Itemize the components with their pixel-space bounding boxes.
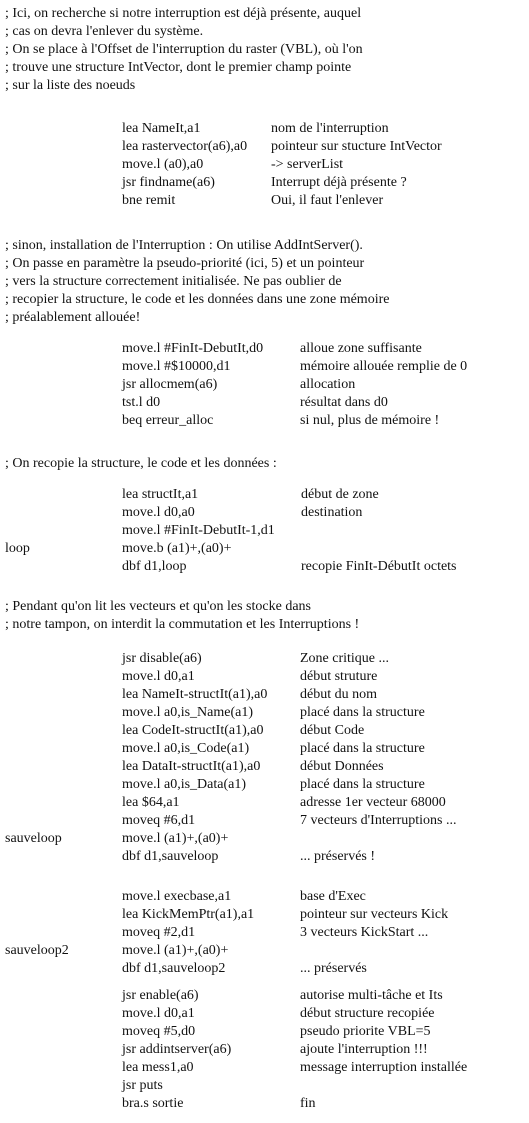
code-line [5,794,529,812]
code-comment: message interruption installée [300,1060,468,1075]
code-comment: 3 vecteurs KickStart ... [300,925,429,940]
code-block [5,120,529,210]
code-instruction: move.l (a1)+,(a0)+ [122,943,229,958]
code-comment: début Données [300,759,384,774]
code-comment: base d'Exec [300,889,366,904]
code-instruction: moveq #5,d0 [122,1024,196,1039]
code-line [5,486,529,504]
code-comment: début de zone [301,487,379,502]
code-comment: fin [300,1096,316,1111]
code-instruction: jsr puts [122,1078,163,1093]
code-line [5,1059,529,1077]
comment-line: ; notre tampon, on interdit la commutation et les Interruptions ! [5,617,360,632]
comment-line: ; recopier la structure, le code et les données dans une zone mémoire [5,292,390,307]
code-instruction: jsr addintserver(a6) [122,1042,232,1057]
code-instruction: moveq #2,d1 [122,925,196,940]
code-instruction: jsr disable(a6) [122,651,202,666]
code-comment: ajoute l'interruption !!! [300,1042,428,1057]
code-line [5,1077,529,1095]
code-comment: début Code [300,723,365,738]
code-line [5,722,529,740]
code-line [5,650,529,668]
code-line [5,668,529,686]
code-comment: recopie FinIt-DébutIt octets [301,559,457,574]
code-line [5,924,529,942]
code-line [5,888,529,906]
code-instruction: move.l (a1)+,(a0)+ [122,831,229,846]
code-comment: début du nom [300,687,377,702]
code-block [5,888,529,978]
code-instruction: move.l a0,is_Code(a1) [122,741,250,756]
comment-line: ; cas on devra l'enlever du système. [5,24,204,39]
code-line [5,960,529,978]
code-comment: placé dans la structure [300,777,425,792]
code-instruction: lea KickMemPtr(a1),a1 [122,907,255,922]
comment-line: ; On passe en paramètre la pseudo-priorité (ici, 5) et un pointeur [5,256,365,271]
code-instruction: lea NameIt,a1 [122,121,201,136]
comment-line: ; Ici, on recherche si notre interruption est déjà présente, auquel [5,6,362,21]
code-line [5,1041,529,1059]
code-line [5,848,529,866]
code-comment: nom de l'interruption [271,121,389,136]
comment-paragraph [5,455,525,473]
code-line [5,830,529,848]
code-comment: 7 vecteurs d'Interruptions ... [300,813,457,828]
code-instruction: lea CodeIt-structIt(a1),a0 [122,723,264,738]
code-label: sauveloop2 [5,943,69,958]
comment-line: ; vers la structure correctement initialisée. Ne pas oublier de [5,274,342,289]
code-comment: mémoire allouée remplie de 0 [300,359,468,374]
code-instruction: jsr enable(a6) [122,988,199,1003]
code-instruction: bne remit [122,193,176,208]
code-instruction: tst.l d0 [122,395,161,410]
code-line [5,704,529,722]
code-instruction: move.l d0,a0 [122,505,195,520]
comment-line: ; On recopie la structure, le code et les données : [5,456,277,471]
code-comment: autorise multi-tâche et Its [300,988,443,1003]
code-instruction: move.l a0,is_Name(a1) [122,705,254,720]
code-label: sauveloop [5,831,62,846]
code-instruction: move.l (a0),a0 [122,157,204,172]
code-line [5,358,529,376]
code-line [5,522,529,540]
comment-paragraph [5,237,525,327]
code-comment: adresse 1er vecteur 68000 [300,795,446,810]
code-instruction: move.l execbase,a1 [122,889,232,904]
code-line [5,504,529,522]
code-instruction: dbf d1,sauveloop2 [122,961,226,976]
code-block [5,987,529,1113]
comment-paragraph [5,598,525,634]
code-line [5,174,529,192]
comment-line: ; préalablement allouée! [5,310,141,325]
code-comment: pointeur sur vecteurs Kick [300,907,449,922]
code-instruction: dbf d1,sauveloop [122,849,219,864]
code-comment: pointeur sur stucture IntVector [271,139,442,154]
code-comment: -> serverList [271,157,344,172]
comment-line: ; On se place à l'Offset de l'interruption du raster (VBL), où l'on [5,42,363,57]
code-comment: début structure recopiée [300,1006,435,1021]
code-instruction: move.l d0,a1 [122,669,195,684]
code-instruction: move.l #FinIt-DebutIt,d0 [122,341,264,356]
code-comment: résultat dans d0 [300,395,388,410]
code-line [5,1095,529,1113]
code-instruction: move.b (a1)+,(a0)+ [122,541,232,556]
code-comment: allocation [300,377,356,392]
code-instruction: jsr findname(a6) [122,175,215,190]
code-instruction: bra.s sortie [122,1096,184,1111]
comment-line: ; sinon, installation de l'Interruption : On utilise AddIntServer(). [5,238,363,253]
comment-line: ; Pendant qu'on lit les vecteurs et qu'on les stocke dans [5,599,311,614]
code-line [5,192,529,210]
code-line [5,1023,529,1041]
comment-paragraph [5,5,525,95]
code-block [5,650,529,866]
code-instruction: move.l #$10000,d1 [122,359,231,374]
code-line [5,138,529,156]
code-comment: pseudo priorite VBL=5 [300,1024,431,1039]
comment-line: ; sur la liste des noeuds [5,78,136,93]
code-instruction: move.l d0,a1 [122,1006,195,1021]
code-line [5,1005,529,1023]
code-comment: placé dans la structure [300,741,425,756]
code-instruction: lea rastervector(a6),a0 [122,139,248,154]
code-comment: Oui, il faut l'enlever [271,193,384,208]
code-instruction: lea NameIt-structIt(a1),a0 [122,687,268,702]
code-label: loop [5,541,30,556]
code-line [5,412,529,430]
code-instruction: lea DataIt-structIt(a1),a0 [122,759,261,774]
code-comment: début struture [300,669,378,684]
code-line [5,686,529,704]
code-line [5,987,529,1005]
code-line [5,156,529,174]
code-comment: Interrupt déjà présente ? [271,175,407,190]
code-comment: Zone critique ... [300,651,390,666]
code-instruction: move.l a0,is_Data(a1) [122,777,247,792]
code-line [5,376,529,394]
code-line [5,540,529,558]
code-comment: ... préservés ! [300,849,376,864]
code-instruction: beq erreur_alloc [122,413,214,428]
code-instruction: lea mess1,a0 [122,1060,194,1075]
code-instruction: jsr allocmem(a6) [122,377,218,392]
code-instruction: move.l #FinIt-DebutIt-1,d1 [122,523,275,538]
code-comment: si nul, plus de mémoire ! [300,413,440,428]
code-comment: alloue zone suffisante [300,341,422,356]
code-line [5,558,529,576]
code-comment: ... préservés [300,961,367,976]
code-line [5,776,529,794]
code-comment: destination [301,505,363,520]
code-block [5,340,529,430]
code-line [5,394,529,412]
code-comment: placé dans la structure [300,705,425,720]
code-line [5,906,529,924]
code-instruction: moveq #6,d1 [122,813,196,828]
code-line [5,740,529,758]
code-line [5,120,529,138]
code-block [5,486,529,576]
code-instruction: lea structIt,a1 [122,487,199,502]
code-instruction: dbf d1,loop [122,559,187,574]
code-line [5,758,529,776]
code-line [5,942,529,960]
comment-line: ; trouve une structure IntVector, dont le premier champ pointe [5,60,352,75]
code-instruction: lea $64,a1 [122,795,180,810]
code-line [5,340,529,358]
code-line [5,812,529,830]
